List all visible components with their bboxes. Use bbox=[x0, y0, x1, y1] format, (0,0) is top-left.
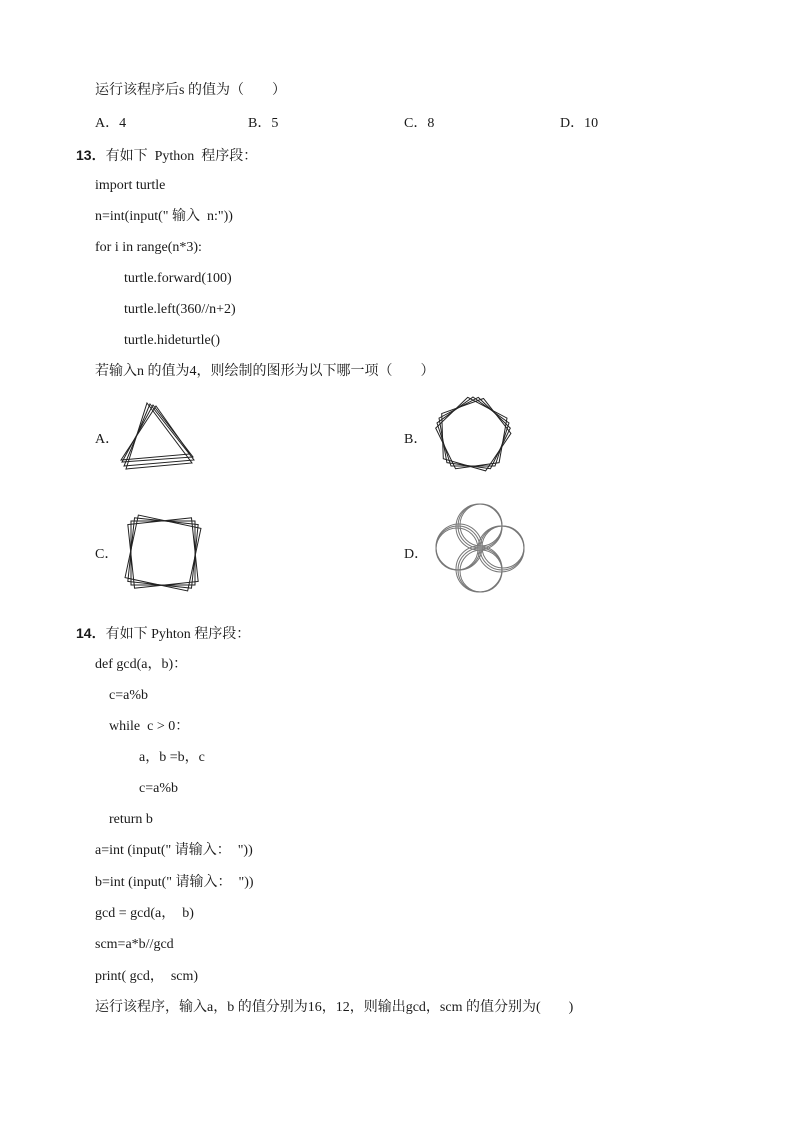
q14-code-line: a=int (input(" 请输入： ")) bbox=[95, 843, 253, 858]
q14-code-line: print( gcd， scm) bbox=[95, 969, 199, 984]
q13-heading bbox=[76, 146, 257, 166]
q12-option-c: C．8 bbox=[404, 116, 435, 131]
q13-code-line: turtle.left(360//n+2) bbox=[124, 302, 236, 317]
q13-question: 若输入n 的值为4，则绘制的图形为以下哪一项（ ） bbox=[95, 364, 435, 379]
q14-code-line: return b bbox=[109, 812, 153, 827]
q14-code-line: while c > 0： bbox=[109, 719, 190, 734]
q13-option-c-label: C． bbox=[95, 547, 119, 562]
q13-option-d-label: D． bbox=[404, 547, 429, 562]
q13-code-line: turtle.forward(100) bbox=[124, 271, 232, 286]
q13-code-line: n=int(input(" 输入 n:")) bbox=[95, 209, 233, 224]
q13-code-line: turtle.hideturtle() bbox=[124, 333, 221, 348]
q14-code-line: c=a%b bbox=[139, 781, 178, 796]
q14-title: 有如下 Pyhton 程序段： bbox=[105, 627, 251, 642]
q14-code-line: gcd = gcd(a， b) bbox=[95, 906, 194, 921]
q12-option-d: D．10 bbox=[560, 116, 599, 131]
four-circles-figure bbox=[428, 498, 532, 598]
q12-stem: 运行该程序后s 的值为（ ） bbox=[95, 83, 286, 98]
q14-code-line: a，b =b，c bbox=[139, 750, 205, 765]
q13-title: 有如下 Python 程序段： bbox=[105, 149, 258, 164]
q13-code-line: for i in range(n*3): bbox=[95, 240, 202, 255]
q14-code-line: scm=a*b//gcd bbox=[95, 937, 174, 952]
q14-code-line: b=int (input(" 请输入： ")) bbox=[95, 875, 254, 890]
q14-number: 14． bbox=[76, 625, 106, 641]
q13-code-line: import turtle bbox=[95, 178, 166, 193]
rotated-triangles-figure bbox=[118, 400, 198, 472]
rotated-squares-figure bbox=[118, 510, 208, 596]
q12-option-a: A．4 bbox=[95, 116, 127, 131]
rotated-pentagons-figure bbox=[428, 392, 518, 478]
q12-option-b: B．5 bbox=[248, 116, 279, 131]
q14-question: 运行该程序，输入a，b 的值分别为16，12，则输出gcd，scm 的值分别为( ) bbox=[95, 1000, 574, 1015]
q14-heading bbox=[76, 624, 250, 644]
q14-code-line: c=a%b bbox=[109, 688, 148, 703]
q14-code-line: def gcd(a，b)： bbox=[95, 657, 188, 672]
q13-option-a-label: A． bbox=[95, 432, 120, 447]
q13-number: 13． bbox=[76, 147, 106, 163]
q13-option-b-label: B． bbox=[404, 432, 428, 447]
